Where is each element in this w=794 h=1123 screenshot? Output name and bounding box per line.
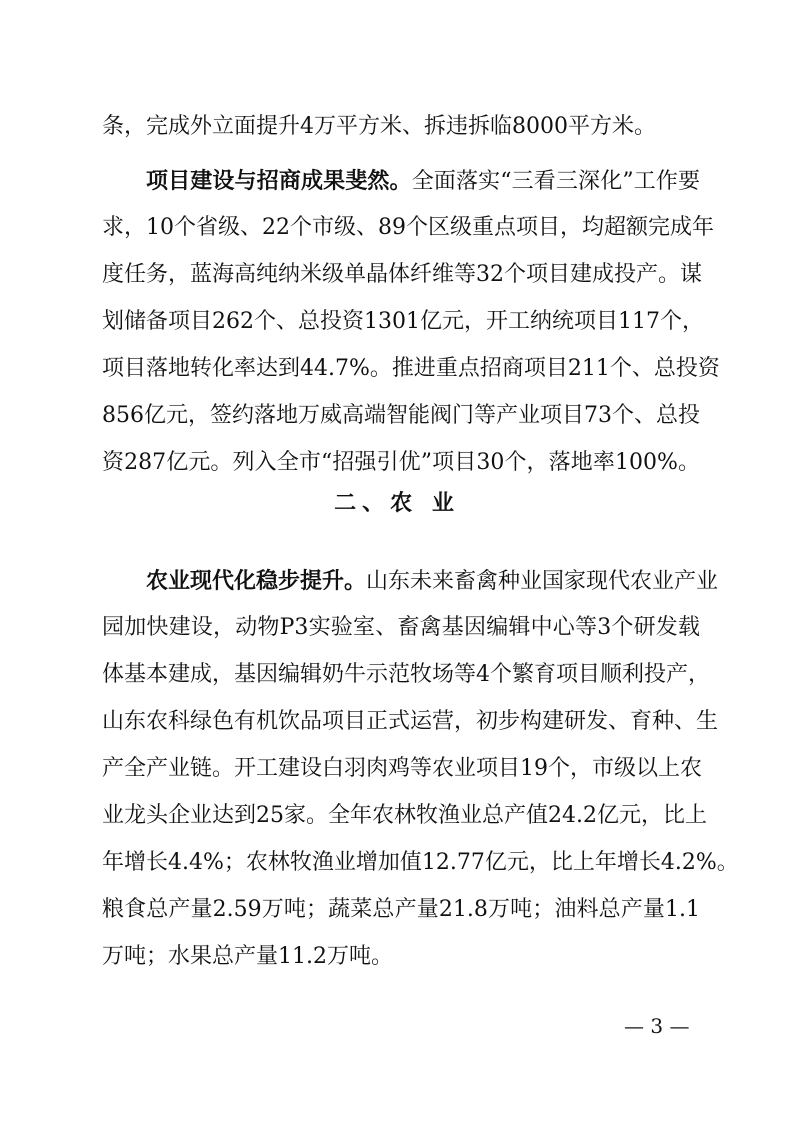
line-text: 山东农科绿色有机饮品项目正式运营，初步构建研发、育种、生	[102, 709, 719, 734]
lead-in-bold: 农业现代化稳步提升。	[146, 568, 367, 594]
text-line	[102, 448, 700, 478]
line-text: 园加快建设，动物P3实验室、畜禽基因编辑中心等3个研发载	[102, 615, 700, 640]
page-number: — 3 —	[624, 1014, 690, 1038]
text-line	[102, 307, 704, 337]
line-text: 项目落地转化率达到44.7%。推进重点招商项目211个、总投资	[102, 356, 720, 381]
line-text: 业龙头企业达到25家。全年农林牧渔业总产值24.2亿元，比上	[102, 803, 707, 828]
line-text: 山东未来畜禽种业国家现代农业产业	[366, 569, 719, 594]
text-line	[102, 848, 739, 878]
text-line	[146, 166, 700, 196]
line-text: 划储备项目262个、总投资1301亿元，开工纳统项目117个，	[102, 309, 704, 334]
text-line	[102, 942, 700, 972]
text-line	[102, 613, 700, 643]
text-line	[102, 707, 719, 737]
line-text: 全面落实“三看三深化”工作要	[411, 169, 700, 194]
text-line	[102, 112, 700, 142]
text-line	[102, 213, 714, 243]
line-text: 条，完成外立面提升4万平方米、拆违拆临8000平方米。	[102, 114, 656, 139]
line-text: 度任务，蓝海高纯纳米级单晶体纤维等32个项目建成投产。谋	[102, 262, 702, 287]
line-text: 资287亿元。列入全市“招强引优”项目30个，落地率100%。	[102, 450, 700, 475]
line-text: 体基本建成，基因编辑奶牛示范牧场等4个繁育项目顺利投产，	[102, 662, 710, 687]
text-line	[102, 660, 710, 690]
line-text: 年增长4.4%；农林牧渔业增加值12.77亿元，比上年增长4.2%。	[102, 850, 739, 875]
text-line	[102, 754, 700, 784]
text-line	[102, 801, 707, 831]
line-text: 粮食总产量2.59万吨；蔬菜总产量21.8万吨；油料总产量1.1	[102, 897, 700, 922]
text-line	[146, 566, 719, 596]
line-text: 万吨；水果总产量11.2万吨。	[102, 944, 393, 969]
line-text: 产全产业链。开工建设白羽肉鸡等农业项目19个，市级以上农	[102, 756, 702, 781]
text-line	[102, 401, 700, 431]
line-text: 856亿元，签约落地万威高端智能阀门等产业项目73个、总投	[102, 403, 700, 428]
section-heading-agriculture: 二、农 业	[334, 490, 460, 516]
text-line	[102, 895, 700, 925]
lead-in-bold: 项目建设与招商成果斐然。	[146, 168, 412, 194]
line-text: 求，10个省级、22个市级、89个区级重点项目，均超额完成年	[102, 215, 714, 240]
text-line	[102, 354, 720, 384]
text-line	[102, 260, 700, 290]
